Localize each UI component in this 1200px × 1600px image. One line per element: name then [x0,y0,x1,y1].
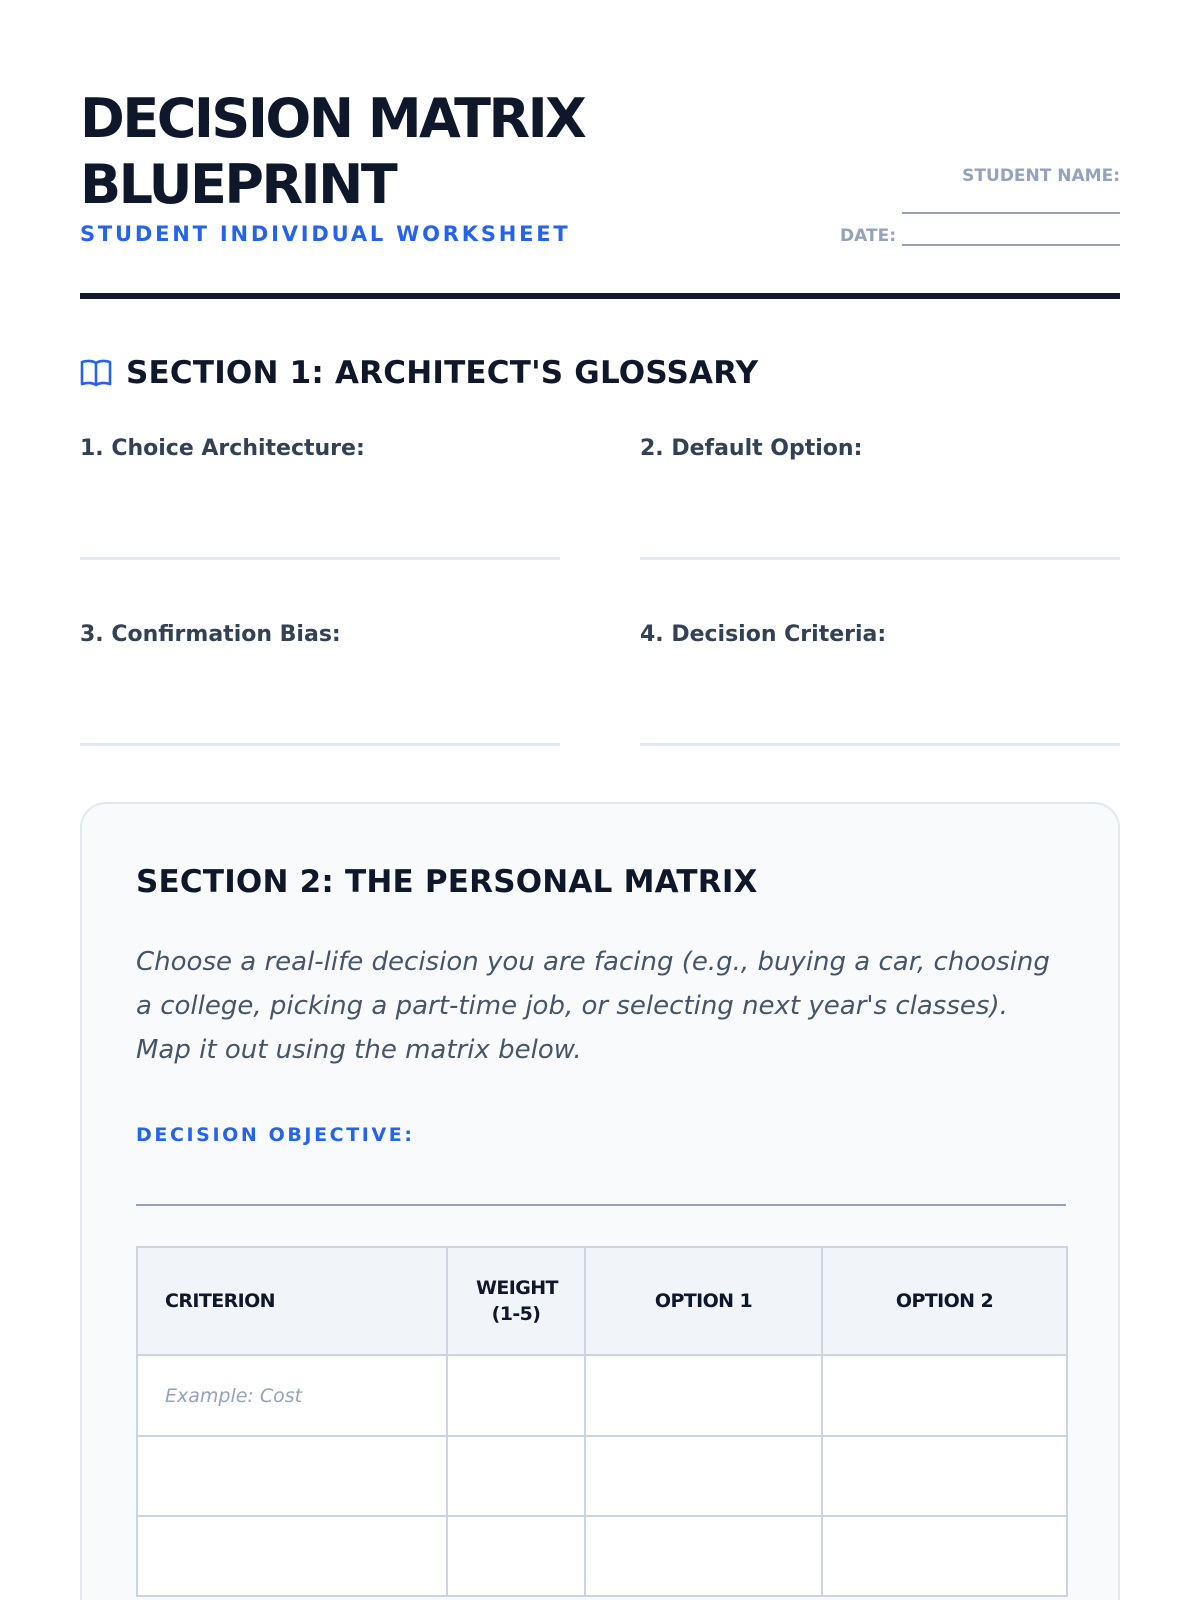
header-divider [80,293,1120,299]
term-label: 4. Decision Criteria: [640,622,887,647]
table-row [137,1436,1067,1516]
glossary-term-confirmation-bias[interactable] [80,618,560,746]
term-label: 2. Default Option: [640,436,863,461]
criterion-cell[interactable] [137,1436,447,1516]
date-label: DATE: [840,226,896,246]
section1-title: SECTION 1: ARCHITECT'S GLOSSARY [126,355,759,391]
option1-cell[interactable] [585,1355,822,1436]
date-row [840,226,1120,246]
decision-matrix-table [136,1246,1068,1597]
glossary-term-default-option[interactable] [640,432,1120,560]
weight-header-text: WEIGHT (1-5) [476,1277,558,1325]
option2-cell[interactable] [822,1516,1067,1596]
date-field[interactable] [902,228,1120,246]
weight-column-header [447,1247,585,1355]
decision-objective-field[interactable] [136,1204,1066,1206]
section2-title: SECTION 2: THE PERSONAL MATRIX [136,864,758,900]
criterion-cell[interactable]: Example: Cost [137,1355,447,1436]
book-open-icon [80,358,112,388]
option1-cell[interactable] [585,1436,822,1516]
section1-heading [80,355,758,391]
section2-card [80,802,1120,1600]
term-label: 3. Confirmation Bias: [80,622,341,647]
option2-cell[interactable] [822,1355,1067,1436]
glossary-term-choice-architecture[interactable] [80,432,560,560]
title-line-1: DECISION MATRIX [80,87,585,150]
glossary-grid [80,432,1120,746]
title-line-2: BLUEPRINT [80,153,396,216]
table-row [137,1355,1067,1436]
page-title [80,86,720,218]
criterion-column-header: CRITERION [137,1247,447,1355]
weight-cell[interactable] [447,1355,585,1436]
student-name-label: STUDENT NAME: [962,166,1120,186]
term-label: 1. Choice Architecture: [80,436,365,461]
option2-cell[interactable] [822,1436,1067,1516]
weight-cell[interactable] [447,1436,585,1516]
option2-column-header: OPTION 2 [822,1247,1067,1355]
matrix-header-row [137,1247,1067,1355]
worksheet-header [80,86,1120,300]
page-subtitle: STUDENT INDIVIDUAL WORKSHEET [80,222,571,246]
weight-cell[interactable] [447,1516,585,1596]
option1-column-header: OPTION 1 [585,1247,822,1355]
criterion-cell[interactable] [137,1516,447,1596]
decision-objective-label: DECISION OBJECTIVE: [136,1124,415,1146]
option1-cell[interactable] [585,1516,822,1596]
student-name-field[interactable] [902,212,1120,214]
table-row [137,1516,1067,1596]
glossary-term-decision-criteria[interactable] [640,618,1120,746]
section2-instructions: Choose a real-life decision you are facing (e.g., buying a car, choosing a college, picking a part-time job, or selecting next year's classes). Map it out using the matrix below. [136,947,1050,1065]
